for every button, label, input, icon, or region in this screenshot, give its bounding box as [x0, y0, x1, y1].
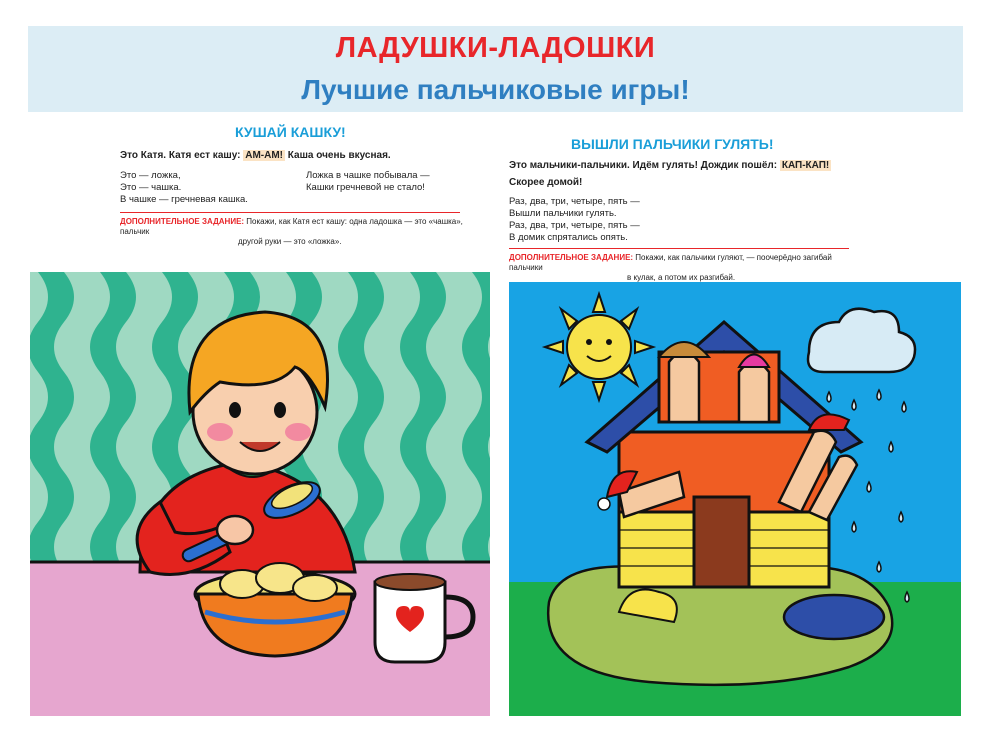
- right-intro-text-a: Это мальчики-пальчики. Идём гулять! Дождик пошёл:: [509, 160, 780, 171]
- right-intro-highlight: КАП-КАП!: [781, 160, 830, 171]
- left-task-line1: Покажи, как Катя ест кашу: одна ладошка — это «чашка», пальчик: [120, 217, 463, 236]
- left-task-line2: другой руки — это «ложка».: [238, 237, 342, 246]
- left-divider: [120, 212, 460, 213]
- illustration-finger-house: [509, 282, 961, 716]
- right-intro-line2: Скорее домой!: [509, 177, 583, 188]
- verse-line: В домик спрятались опять.: [509, 232, 628, 243]
- verse-line: В чашке — гречневая кашка.: [120, 194, 248, 205]
- right-page-title: ВЫШЛИ ПАЛЬЧИКИ ГУЛЯТЬ!: [571, 136, 774, 152]
- verse-line: Вышли пальчики гулять.: [509, 208, 617, 219]
- verse-line: Это — чашка.: [120, 182, 182, 193]
- right-task-line2: в кулак, а потом их разгибай.: [627, 273, 736, 282]
- left-verse-col2: [306, 170, 430, 194]
- right-intro: [509, 160, 831, 172]
- verse-line: Ложка в чашке побывала —: [306, 170, 430, 181]
- right-verse: [509, 196, 640, 244]
- left-page-title: КУШАЙ КАШКУ!: [235, 124, 346, 140]
- book-subtitle: Лучшие пальчиковые игры!: [301, 74, 690, 105]
- left-verse-col1: [120, 170, 248, 206]
- right-task-label: ДОПОЛНИТЕЛЬНОЕ ЗАДАНИЕ:: [509, 253, 634, 262]
- right-task-line1: Покажи, как пальчики гуляют, — поочерёдно загибай пальчики: [509, 253, 832, 272]
- left-extra-task: [120, 217, 470, 247]
- left-intro-highlight: АМ-АМ!: [245, 150, 284, 161]
- left-intro-text-a: Это Катя. Катя ест кашу:: [120, 150, 244, 161]
- illustration-girl-eating-porridge: [30, 272, 490, 716]
- book-title: ЛАДУШКИ-ЛАДОШКИ: [335, 32, 656, 64]
- right-divider: [509, 248, 849, 249]
- verse-line: Раз, два, три, четыре, пять —: [509, 196, 640, 207]
- right-extra-task: [509, 253, 859, 283]
- left-intro: [120, 150, 391, 162]
- left-task-label: ДОПОЛНИТЕЛЬНОЕ ЗАДАНИЕ:: [120, 217, 245, 226]
- left-intro-text-b: Каша очень вкусная.: [285, 150, 391, 161]
- header-banner: [28, 26, 963, 112]
- verse-line: Это — ложка,: [120, 170, 181, 181]
- verse-line: Раз, два, три, четыре, пять —: [509, 220, 640, 231]
- verse-line: Кашки гречневой не стало!: [306, 182, 425, 193]
